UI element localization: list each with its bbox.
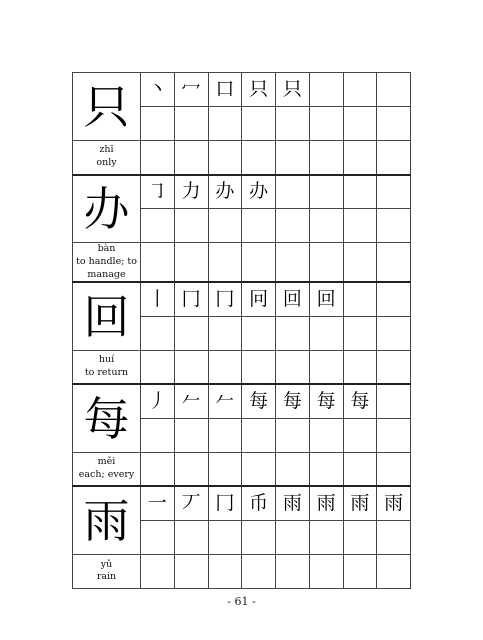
stroke-order-cell: 每 — [309, 384, 343, 418]
practice-cell — [276, 452, 310, 486]
practice-cell — [141, 520, 175, 554]
practice-cell — [242, 350, 276, 384]
stroke-order-cell: 每 — [242, 384, 276, 418]
practice-cell — [174, 350, 208, 384]
practice-cell — [377, 316, 411, 350]
practice-cell — [208, 350, 242, 384]
stroke-order-cell: 冂 — [174, 282, 208, 316]
practice-cell — [377, 107, 411, 141]
practice-cell — [208, 452, 242, 486]
practice-cell — [276, 209, 310, 243]
stroke-order-cell: 雨 — [276, 486, 310, 520]
practice-cell — [343, 316, 377, 350]
stroke-order-cell: 丶 — [141, 73, 175, 107]
stroke-order-cell: 冂 — [208, 282, 242, 316]
stroke-order-cell: 回 — [276, 282, 310, 316]
practice-cell — [208, 141, 242, 175]
stroke-order-cell: 𠂉 — [208, 384, 242, 418]
practice-cell — [377, 350, 411, 384]
practice-cell — [309, 141, 343, 175]
stroke-order-cell — [276, 175, 310, 209]
practice-cell — [208, 520, 242, 554]
character-row — [73, 384, 411, 418]
page-number: - 61 - — [227, 595, 256, 608]
practice-cell — [309, 554, 343, 588]
practice-cell — [174, 209, 208, 243]
practice-cell — [377, 520, 411, 554]
character-info — [73, 554, 141, 588]
character-info — [73, 141, 141, 175]
stroke-order-cell: 口 — [208, 73, 242, 107]
character-glyph: 办 — [73, 175, 141, 243]
stroke-order-cell: 𠂉 — [174, 384, 208, 418]
practice-cell — [276, 520, 310, 554]
practice-cell — [309, 350, 343, 384]
info-row — [73, 243, 411, 283]
meaning-label: to handle; to manage — [76, 255, 137, 280]
pinyin-label: měi — [97, 456, 116, 468]
pinyin-label: yǔ — [100, 558, 113, 570]
character-info — [73, 350, 141, 384]
practice-cell — [276, 107, 310, 141]
stroke-order-cell: 币 — [242, 486, 276, 520]
practice-cell — [309, 520, 343, 554]
practice-cell — [141, 107, 175, 141]
pinyin-label: zhī — [99, 144, 114, 156]
info-row — [73, 350, 411, 384]
practice-cell — [141, 418, 175, 452]
practice-cell — [208, 418, 242, 452]
practice-cell — [343, 243, 377, 283]
practice-cell — [377, 209, 411, 243]
practice-cell — [174, 520, 208, 554]
practice-cell — [242, 141, 276, 175]
info-row — [73, 554, 411, 588]
practice-cell — [309, 243, 343, 283]
character-info — [73, 243, 141, 283]
practice-cell — [141, 554, 175, 588]
meaning-label: to return — [84, 367, 129, 379]
practice-cell — [174, 452, 208, 486]
practice-cell — [242, 520, 276, 554]
stroke-order-cell: 每 — [276, 384, 310, 418]
practice-grid — [72, 72, 411, 589]
stroke-order-cell: 一 — [141, 486, 175, 520]
practice-cell — [377, 418, 411, 452]
practice-cell — [174, 141, 208, 175]
character-glyph: 每 — [73, 384, 141, 452]
meaning-label: only — [96, 157, 117, 169]
practice-cell — [343, 418, 377, 452]
practice-cell — [309, 452, 343, 486]
stroke-order-cell: 冂 — [208, 486, 242, 520]
stroke-order-cell: 丨 — [141, 282, 175, 316]
practice-cell — [343, 141, 377, 175]
practice-cell — [208, 554, 242, 588]
stroke-order-cell: 丿 — [141, 384, 175, 418]
practice-cell — [208, 209, 242, 243]
stroke-order-cell — [343, 73, 377, 107]
practice-cell — [242, 316, 276, 350]
practice-cell — [174, 316, 208, 350]
stroke-order-cell: 只 — [242, 73, 276, 107]
practice-cell — [343, 452, 377, 486]
character-glyph: 只 — [73, 73, 141, 141]
pinyin-label: bàn — [97, 243, 116, 254]
practice-cell — [141, 316, 175, 350]
practice-cell — [343, 554, 377, 588]
practice-cell — [208, 316, 242, 350]
stroke-order-cell: 只 — [276, 73, 310, 107]
stroke-order-cell — [343, 282, 377, 316]
stroke-order-cell — [309, 73, 343, 107]
practice-cell — [276, 418, 310, 452]
stroke-order-cell — [377, 384, 411, 418]
stroke-order-cell — [309, 175, 343, 209]
practice-cell — [276, 141, 310, 175]
practice-cell — [174, 107, 208, 141]
stroke-order-cell: 办 — [208, 175, 242, 209]
practice-cell — [208, 107, 242, 141]
practice-cell — [174, 554, 208, 588]
stroke-order-cell: 丆 — [174, 486, 208, 520]
practice-cell — [141, 350, 175, 384]
stroke-order-cell: 雨 — [343, 486, 377, 520]
practice-cell — [309, 107, 343, 141]
character-glyph: 雨 — [73, 486, 141, 554]
stroke-order-cell: 办 — [242, 175, 276, 209]
practice-cell — [208, 243, 242, 283]
practice-cell — [141, 141, 175, 175]
practice-cell — [242, 554, 276, 588]
stroke-order-cell: 雨 — [377, 486, 411, 520]
practice-cell — [377, 141, 411, 175]
stroke-order-cell: 雨 — [309, 486, 343, 520]
practice-cell — [276, 350, 310, 384]
practice-cell — [343, 350, 377, 384]
practice-cell — [377, 243, 411, 283]
practice-cell — [377, 554, 411, 588]
character-row — [73, 175, 411, 209]
character-glyph: 回 — [73, 282, 141, 350]
practice-cell — [141, 452, 175, 486]
stroke-order-cell: ㇆ — [141, 175, 175, 209]
practice-cell — [276, 243, 310, 283]
character-row — [73, 73, 411, 107]
practice-cell — [174, 418, 208, 452]
character-row — [73, 282, 411, 316]
practice-cell — [174, 243, 208, 283]
info-row — [73, 452, 411, 486]
practice-cell — [276, 554, 310, 588]
practice-cell — [242, 209, 276, 243]
practice-cell — [242, 452, 276, 486]
stroke-order-cell — [377, 73, 411, 107]
practice-cell — [343, 520, 377, 554]
practice-cell — [276, 316, 310, 350]
info-row — [73, 141, 411, 175]
stroke-order-cell: 每 — [343, 384, 377, 418]
character-info — [73, 452, 141, 486]
practice-cell — [343, 107, 377, 141]
meaning-label: rain — [96, 571, 117, 583]
stroke-order-cell — [377, 175, 411, 209]
stroke-order-cell — [343, 175, 377, 209]
stroke-order-cell — [377, 282, 411, 316]
practice-cell — [242, 418, 276, 452]
practice-cell — [242, 243, 276, 283]
meaning-label: each; every — [78, 469, 135, 481]
practice-cell — [309, 209, 343, 243]
stroke-order-cell: 冖 — [174, 73, 208, 107]
stroke-order-cell: 力 — [174, 175, 208, 209]
practice-cell — [377, 452, 411, 486]
character-row — [73, 486, 411, 520]
stroke-order-cell: 回 — [309, 282, 343, 316]
pinyin-label: huí — [98, 354, 115, 366]
practice-cell — [141, 209, 175, 243]
practice-cell — [141, 243, 175, 283]
practice-cell — [309, 418, 343, 452]
practice-cell — [242, 107, 276, 141]
practice-cell — [343, 209, 377, 243]
practice-sheet — [72, 72, 410, 583]
stroke-order-cell: 冋 — [242, 282, 276, 316]
practice-cell — [309, 316, 343, 350]
